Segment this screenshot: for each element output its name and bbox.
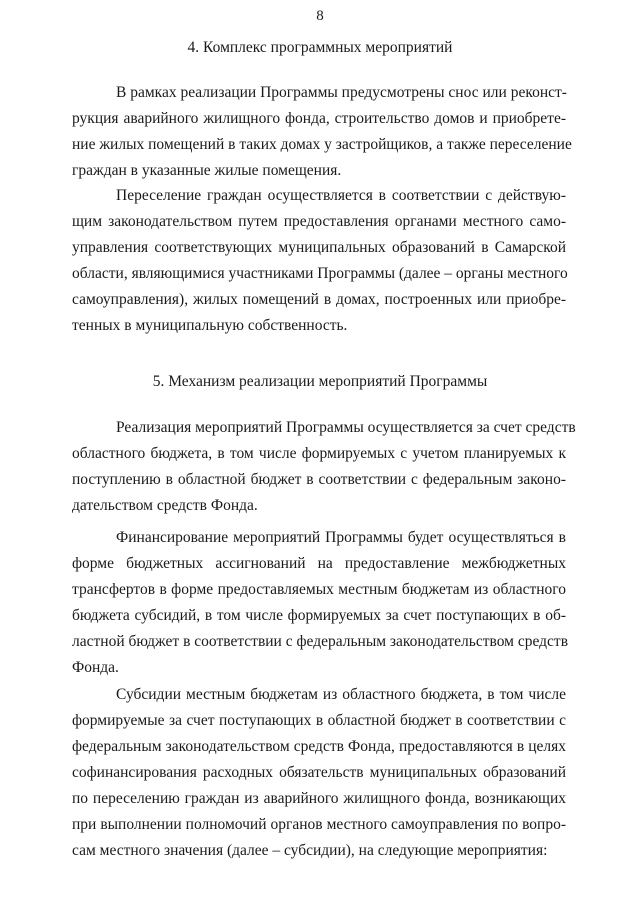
text-line: Субсидии местным бюджетам из областного бюджета, в том числе [116,686,566,703]
text-line: дательством средств Фонда. [72,497,258,514]
text-line: тенных в муниципальную собственность. [72,317,348,334]
text-line: сам местного значения (далее – субсидии), на следующие мероприятия: [72,842,548,859]
section-5-heading: 5. Механизм реализации мероприятий Программы [152,373,488,390]
text-line: ние жилых помещений в таких домах у застройщиков, а также переселение [72,136,572,153]
section-4-paragraph-1 [72,80,572,184]
text-line: ластной бюджет в соответствии с федеральным законодательством средств [72,633,569,650]
text-line: трансфертов в форме предоставляемых местным бюджетам из областного [72,581,566,598]
section-5-paragraph-2 [72,525,569,681]
text-line: софинансирования расходных обязательств муниципальных образований [72,764,566,781]
text-line: по переселению граждан из аварийного жилищного фонда, возникающих [72,790,566,807]
section-4-paragraph-2 [72,183,566,339]
page-number: 8 [316,8,324,24]
section-5-paragraph-1 [72,415,576,519]
text-line: управления соответствующих муниципальных образований в Самарской [72,239,566,256]
text-line: Переселение граждан осуществляется в соответствии с действую- [116,187,566,204]
text-line: бюджета субсидий, в том числе формируемых за счет поступающих в об- [72,607,566,624]
text-line: формируемые за счет поступающих в областной бюджет в соответствии с [72,712,566,729]
text-line: граждан в указанные жилые помещения. [72,162,342,179]
text-line: области, являющимися участниками Программы (далее – органы местного [72,265,568,282]
section-4-heading: 4. Комплекс программных мероприятий [187,39,453,56]
text-line: форме бюджетных ассигнований на предоставление межбюджетных [72,555,566,572]
text-line: Фонда. [72,659,119,676]
text-line: поступлению в областной бюджет в соответствии с федеральным законо- [72,471,566,488]
text-line: Реализация мероприятий Программы осуществляется за счет средств [116,419,576,436]
text-line: самоуправления), жилых помещений в домах, построенных или приобре- [72,291,566,308]
text-line: В рамках реализации Программы предусмотрены снос или реконст- [116,84,567,101]
text-line: федеральным законодательством средств Фонда, предоставляются в целях [72,738,566,755]
text-line: при выполнении полномочий органов местного самоуправления по вопро- [72,816,566,833]
text-line: областного бюджета, в том числе формируемых с учетом планируемых к [72,445,566,462]
text-line: рукция аварийного жилищного фонда, строительство домов и приобрете- [72,110,566,127]
text-line: Финансирование мероприятий Программы будет осуществляться в [116,529,566,546]
section-5-paragraph-3 [72,682,566,864]
text-line: щим законодательством путем предоставления органами местного само- [72,213,566,230]
